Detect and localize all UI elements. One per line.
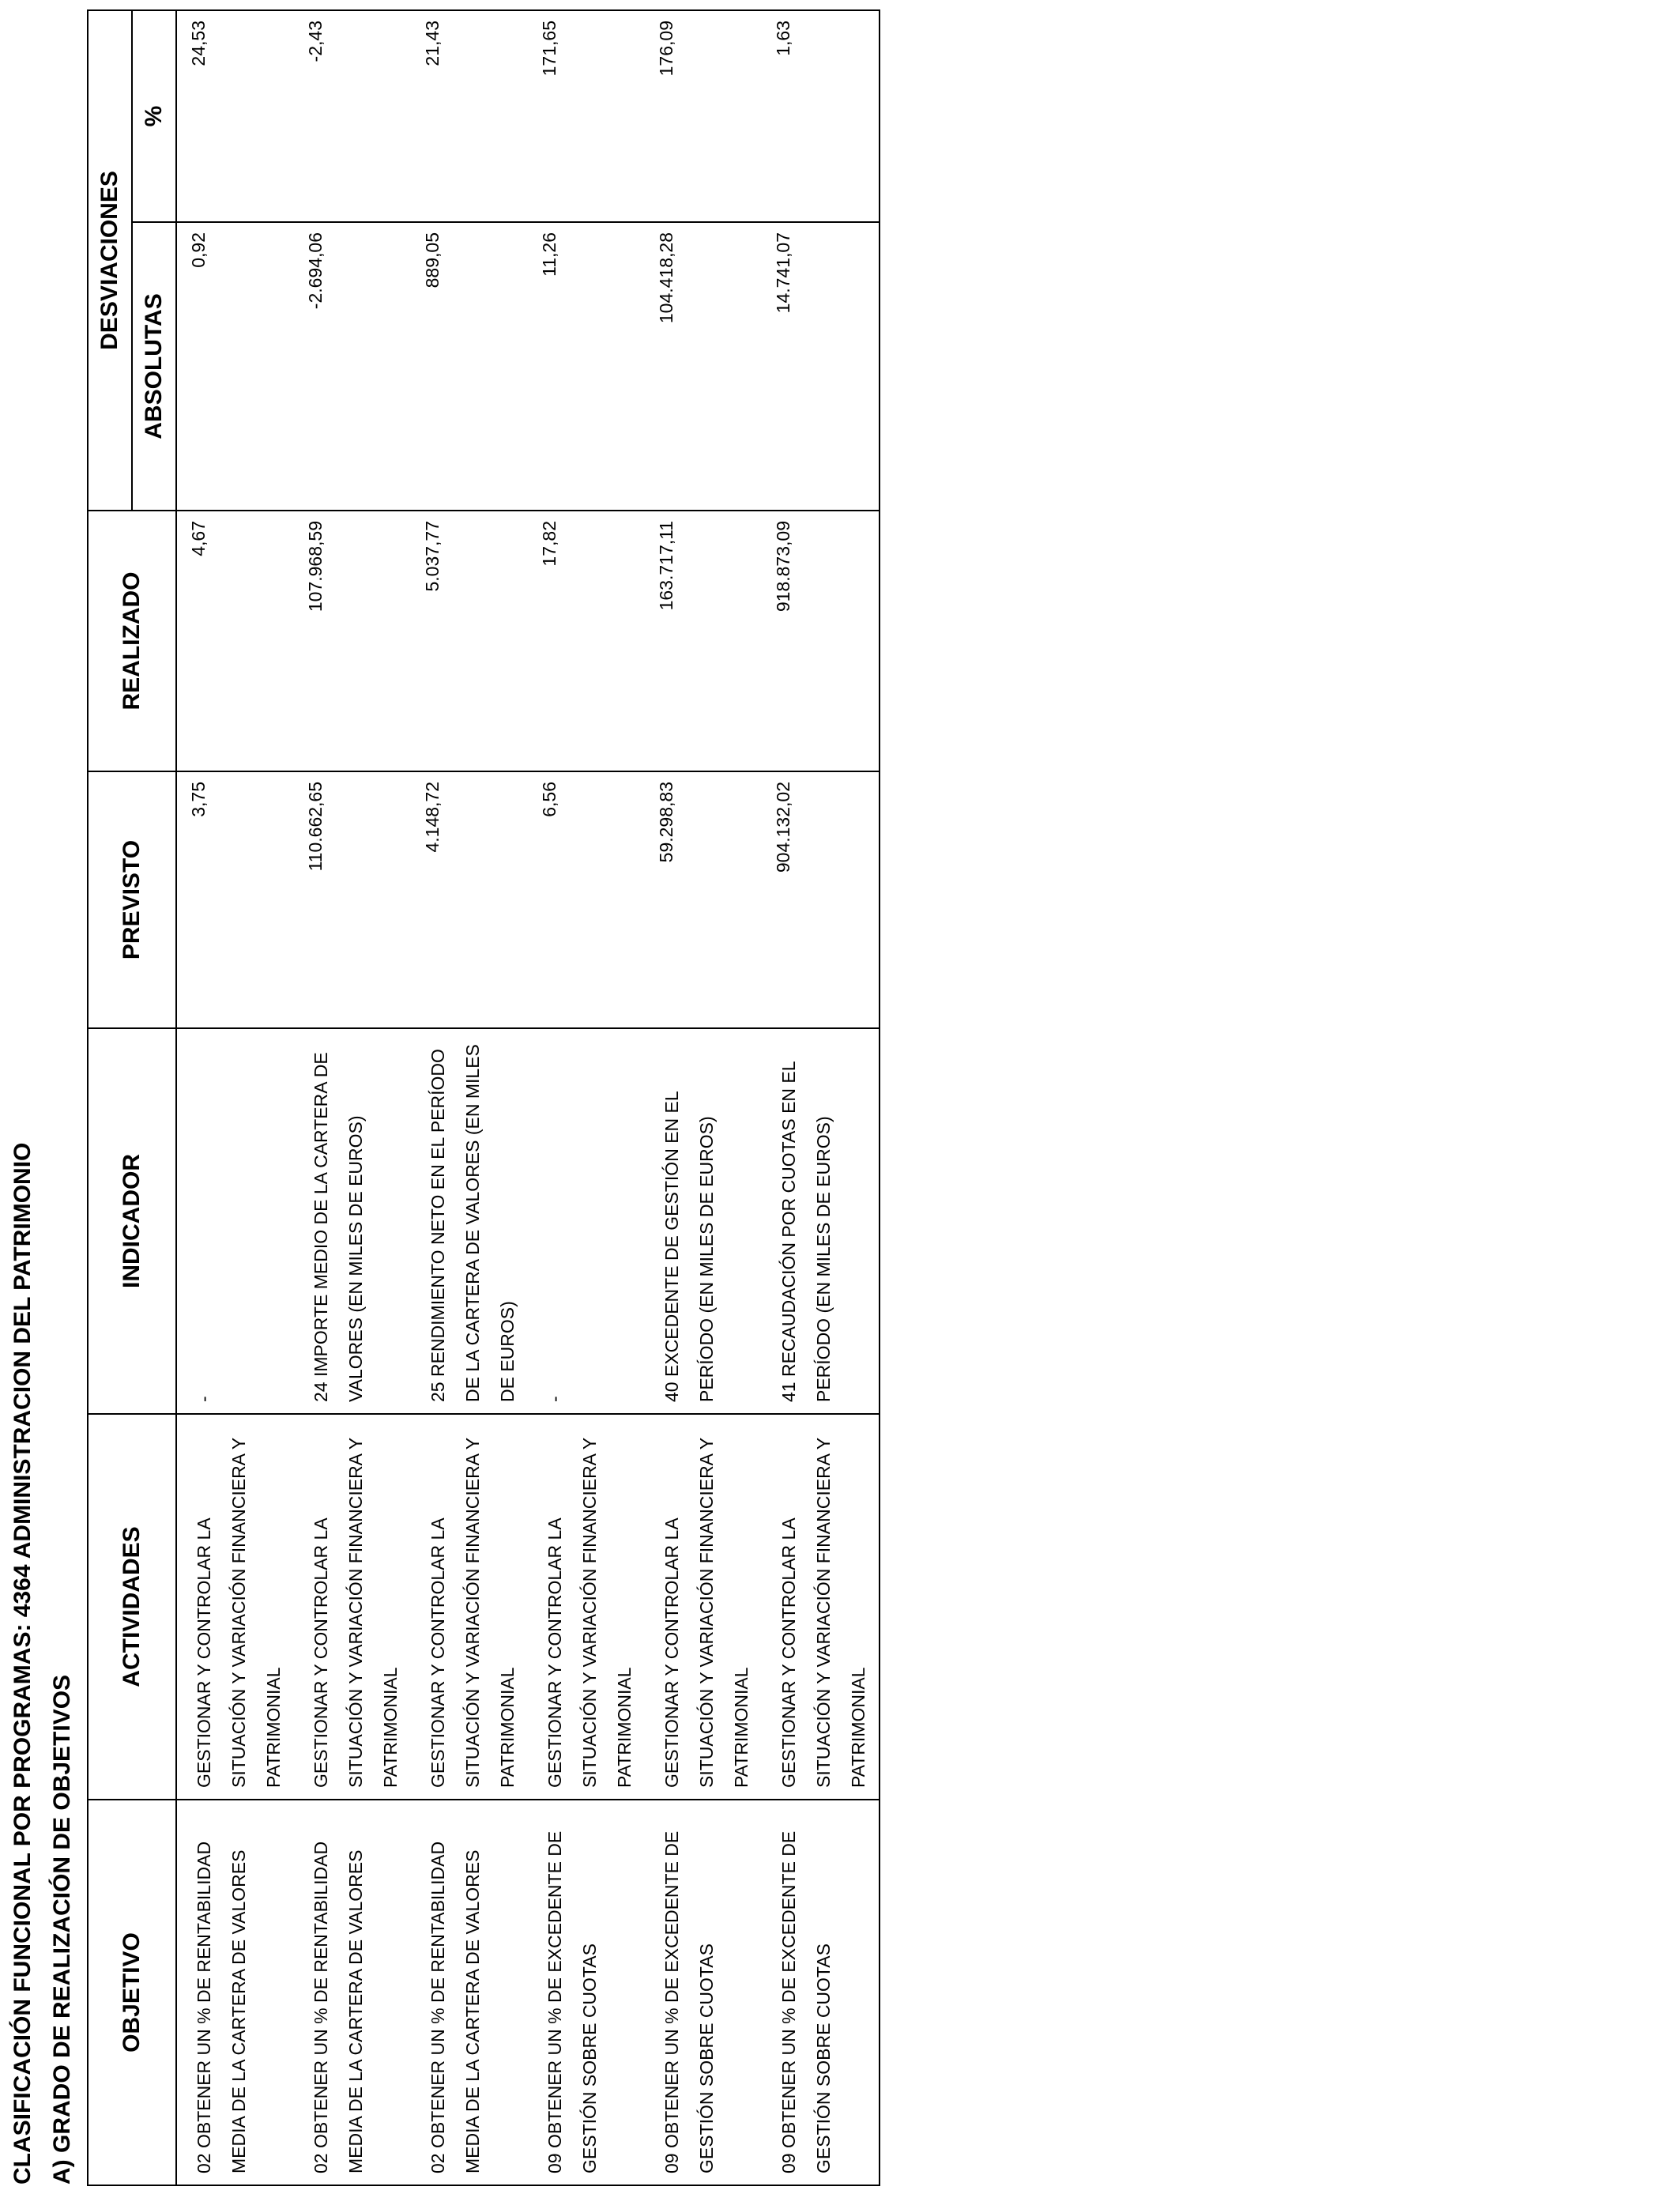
table-row [176,10,294,2185]
col-header-absolutas: ABSOLUTAS [132,222,176,511]
col-header-porcentaje: % [132,10,176,222]
cell-actividades: GESTIONAR Y CONTROLAR LA SITUACIÓN Y VARIACIÓN FINANCIERA Y PATRIMONIAL [411,1414,528,1800]
cell-previsto: 110.662,65 [294,771,411,1028]
cell-objetivo: 02 OBTENER UN % DE RENTABILIDAD MEDIA DE LA CARTERA DE VALORES [294,1800,411,2185]
cell-actividades: GESTIONAR Y CONTROLAR LA SITUACIÓN Y VARIACIÓN FINANCIERA Y PATRIMONIAL [645,1414,762,1800]
cell-porcentaje: 176,09 [645,10,762,222]
cell-previsto: 4.148,72 [411,771,528,1028]
table-row [528,10,645,2185]
cell-absolutas: 889,05 [411,222,528,511]
cell-objetivo: 02 OBTENER UN % DE RENTABILIDAD MEDIA DE LA CARTERA DE VALORES [176,1800,294,2185]
table-row [294,10,411,2185]
page-title: CLASIFICACIÓN FUNCIONAL POR PROGRAMAS: 4364 ADMINISTRACION DEL PATRIMONIO [9,1142,36,2185]
cell-indicador: 24 IMPORTE MEDIO DE LA CARTERA DE VALORES (EN MILES DE EUROS) [294,1028,411,1414]
cell-porcentaje: 21,43 [411,10,528,222]
cell-porcentaje: 171,65 [528,10,645,222]
section-subtitle: A) GRADO DE REALIZACIÓN DE OBJETIVOS [49,1674,75,2185]
cell-previsto: 59.298,83 [645,771,762,1028]
cell-absolutas: -2.694,06 [294,222,411,511]
cell-porcentaje: -2,43 [294,10,411,222]
cell-indicador: - [176,1028,294,1414]
cell-indicador: 41 RECAUDACIÓN POR CUOTAS EN EL PERÍODO (EN MILES DE EUROS) [762,1028,880,1414]
cell-objetivo: 09 OBTENER UN % DE EXCEDENTE DE GESTIÓN SOBRE CUOTAS [645,1800,762,2185]
cell-realizado: 107.968,59 [294,511,411,771]
cell-porcentaje: 1,63 [762,10,880,222]
cell-previsto: 6,56 [528,771,645,1028]
table-row [762,10,880,2185]
table-row [411,10,528,2185]
cell-indicador: 40 EXCEDENTE DE GESTIÓN EN EL PERÍODO (EN MILES DE EUROS) [645,1028,762,1414]
cell-actividades: GESTIONAR Y CONTROLAR LA SITUACIÓN Y VARIACIÓN FINANCIERA Y PATRIMONIAL [762,1414,880,1800]
cell-realizado: 5.037,77 [411,511,528,771]
col-header-indicador: INDICADOR [88,1028,176,1414]
cell-porcentaje: 24,53 [176,10,294,222]
col-header-previsto: PREVISTO [88,771,176,1028]
cell-realizado: 163.717,11 [645,511,762,771]
cell-absolutas: 11,26 [528,222,645,511]
col-header-actividades: ACTIVIDADES [88,1414,176,1800]
cell-objetivo: 09 OBTENER UN % DE EXCEDENTE DE GESTIÓN SOBRE CUOTAS [762,1800,880,2185]
cell-indicador: 25 RENDIMIENTO NETO EN EL PERÍODO DE LA CARTERA DE VALORES (EN MILES DE EUROS) [411,1028,528,1414]
cell-objetivo: 02 OBTENER UN % DE RENTABILIDAD MEDIA DE LA CARTERA DE VALORES [411,1800,528,2185]
cell-actividades: GESTIONAR Y CONTROLAR LA SITUACIÓN Y VARIACIÓN FINANCIERA Y PATRIMONIAL [528,1414,645,1800]
cell-absolutas: 14.741,07 [762,222,880,511]
col-header-realizado: REALIZADO [88,511,176,771]
cell-objetivo: 09 OBTENER UN % DE EXCEDENTE DE GESTIÓN SOBRE CUOTAS [528,1800,645,2185]
cell-actividades: GESTIONAR Y CONTROLAR LA SITUACIÓN Y VARIACIÓN FINANCIERA Y PATRIMONIAL [294,1414,411,1800]
table-row [645,10,762,2185]
cell-realizado: 17,82 [528,511,645,771]
cell-absolutas: 0,92 [176,222,294,511]
cell-absolutas: 104.418,28 [645,222,762,511]
cell-realizado: 918.873,09 [762,511,880,771]
cell-realizado: 4,67 [176,511,294,771]
objectives-table [87,9,880,2186]
col-header-objetivo: OBJETIVO [88,1800,176,2185]
col-header-desviaciones: DESVIACIONES [88,10,132,511]
cell-previsto: 3,75 [176,771,294,1028]
cell-previsto: 904.132,02 [762,771,880,1028]
cell-indicador: - [528,1028,645,1414]
cell-actividades: GESTIONAR Y CONTROLAR LA SITUACIÓN Y VARIACIÓN FINANCIERA Y PATRIMONIAL [176,1414,294,1800]
